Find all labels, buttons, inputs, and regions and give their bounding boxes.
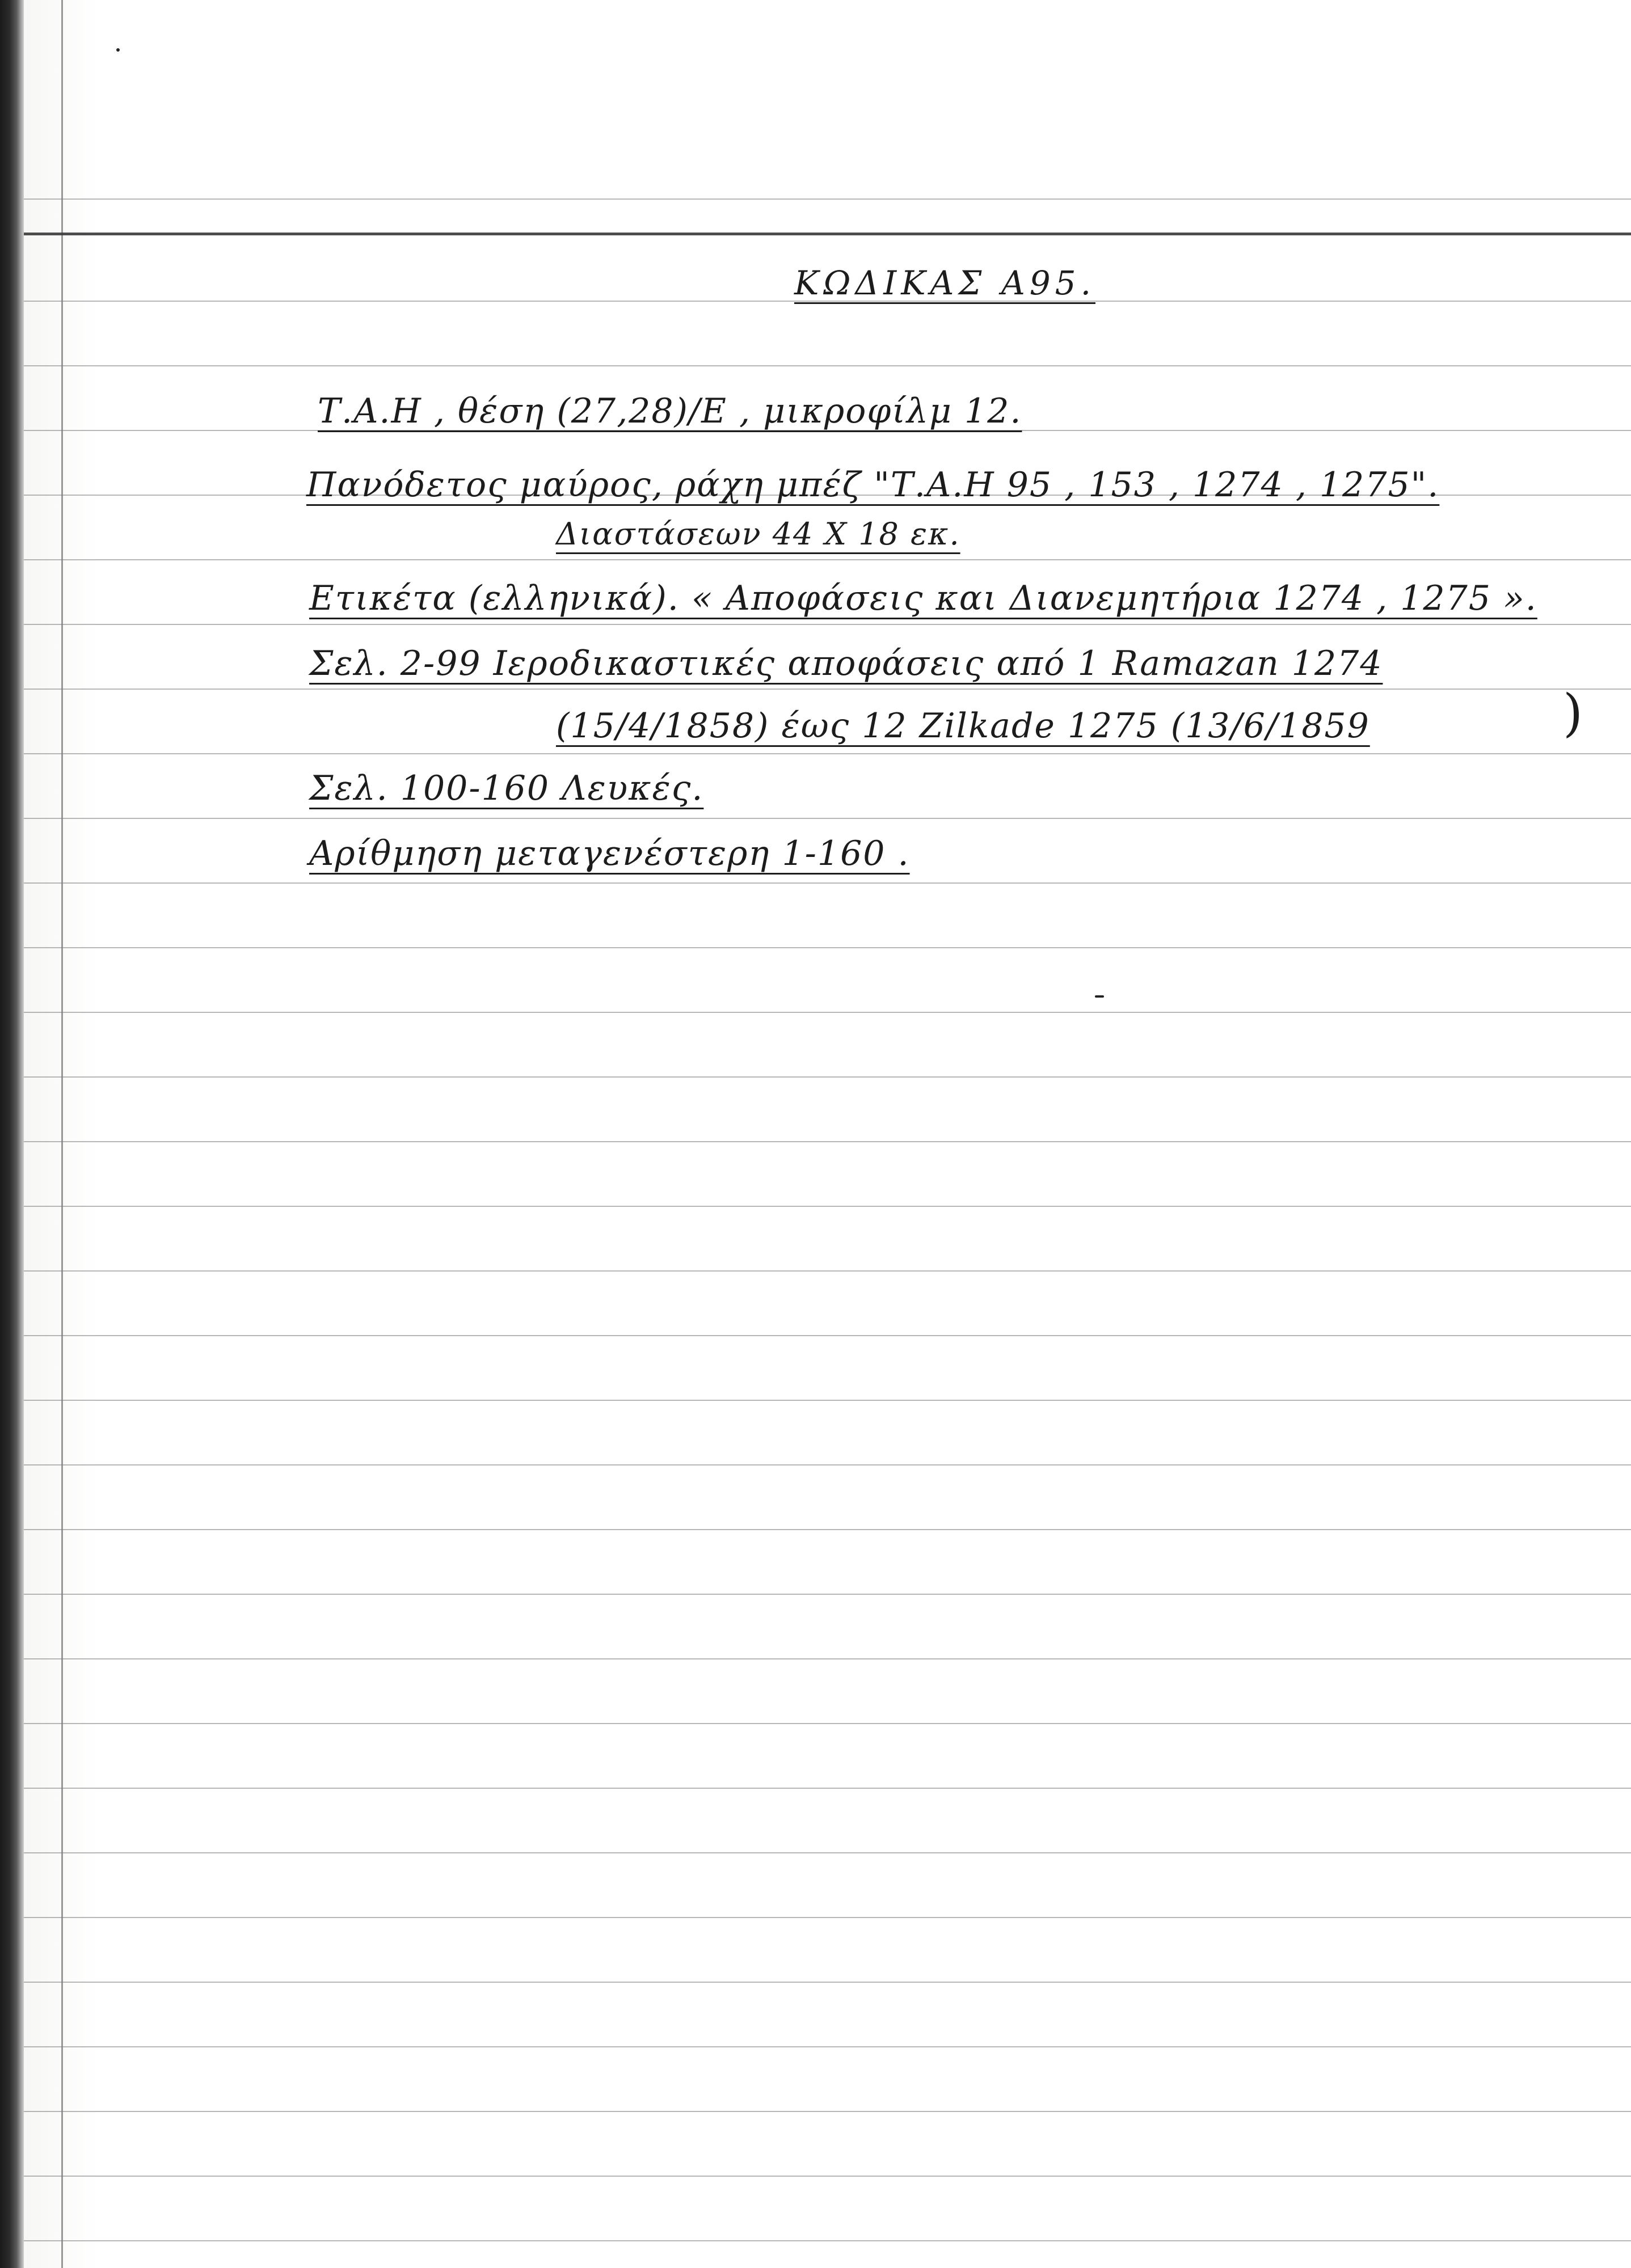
ruled-line bbox=[24, 1335, 1631, 1336]
text-line-7: Σελ. 100-160 Λευκές. bbox=[309, 768, 704, 808]
text-line-2: Πανόδετος μαύρος, ράχη μπέζ "Τ.Α.Η 95 , 153 , 1274 , 1275". bbox=[306, 465, 1440, 505]
ruled-line bbox=[24, 2240, 1631, 2241]
ruled-line bbox=[24, 2176, 1631, 2177]
text-line-1: Τ.Α.Η , θέση (27,28)/Ε , μικροφίλμ 12. bbox=[318, 391, 1022, 431]
text-line-5: Σελ. 2-99 Ιεροδικαστικές αποφάσεις από 1 Ramazan 1274 bbox=[309, 644, 1383, 683]
ruled-line bbox=[24, 1723, 1631, 1724]
header-rule bbox=[24, 198, 1631, 200]
ruled-line bbox=[24, 624, 1631, 625]
ruled-line bbox=[24, 559, 1631, 560]
page-title: ΚΩΔΙΚΑΣ Α95. bbox=[794, 264, 1095, 302]
ruled-line bbox=[24, 1788, 1631, 1789]
paper-speck bbox=[116, 48, 120, 52]
ruled-line bbox=[24, 882, 1631, 884]
text-line-6: (15/4/1858) έως 12 Zilkade 1275 (13/6/1859 bbox=[556, 706, 1370, 746]
ruled-line bbox=[24, 1982, 1631, 1983]
ruled-line bbox=[24, 2111, 1631, 2112]
ruled-line bbox=[24, 2046, 1631, 2047]
ruled-line bbox=[24, 1400, 1631, 1401]
text-line-4: Ετικέτα (ελληνικά). « Αποφάσεις και Διανεμητήρια 1274 , 1275 ». bbox=[309, 578, 1537, 618]
ruled-line bbox=[24, 689, 1631, 690]
ruled-line bbox=[24, 1464, 1631, 1465]
text-line-3: Διαστάσεων 44 Χ 18 εκ. bbox=[556, 516, 960, 552]
ruled-line bbox=[24, 753, 1631, 754]
ruled-line bbox=[24, 1206, 1631, 1207]
paper-speck bbox=[1095, 995, 1104, 998]
text-line-8: Αρίθμηση μεταγενέστερη 1-160 . bbox=[309, 834, 910, 873]
ruled-line bbox=[24, 365, 1631, 366]
ruled-line bbox=[24, 1270, 1631, 1272]
ruled-line bbox=[24, 818, 1631, 819]
ruled-line bbox=[24, 1658, 1631, 1659]
ruled-line bbox=[24, 1852, 1631, 1853]
ruled-line bbox=[24, 1012, 1631, 1013]
margin-line bbox=[61, 0, 63, 2268]
header-rule bbox=[24, 233, 1631, 235]
ruled-line bbox=[24, 1594, 1631, 1595]
ruled-line bbox=[24, 1529, 1631, 1530]
binding-edge bbox=[0, 0, 24, 2268]
ruled-line bbox=[24, 947, 1631, 948]
ruled-line bbox=[24, 1917, 1631, 1918]
ruled-line bbox=[24, 1076, 1631, 1078]
closing-bracket: ) bbox=[1563, 683, 1583, 743]
ruled-line bbox=[24, 1141, 1631, 1142]
